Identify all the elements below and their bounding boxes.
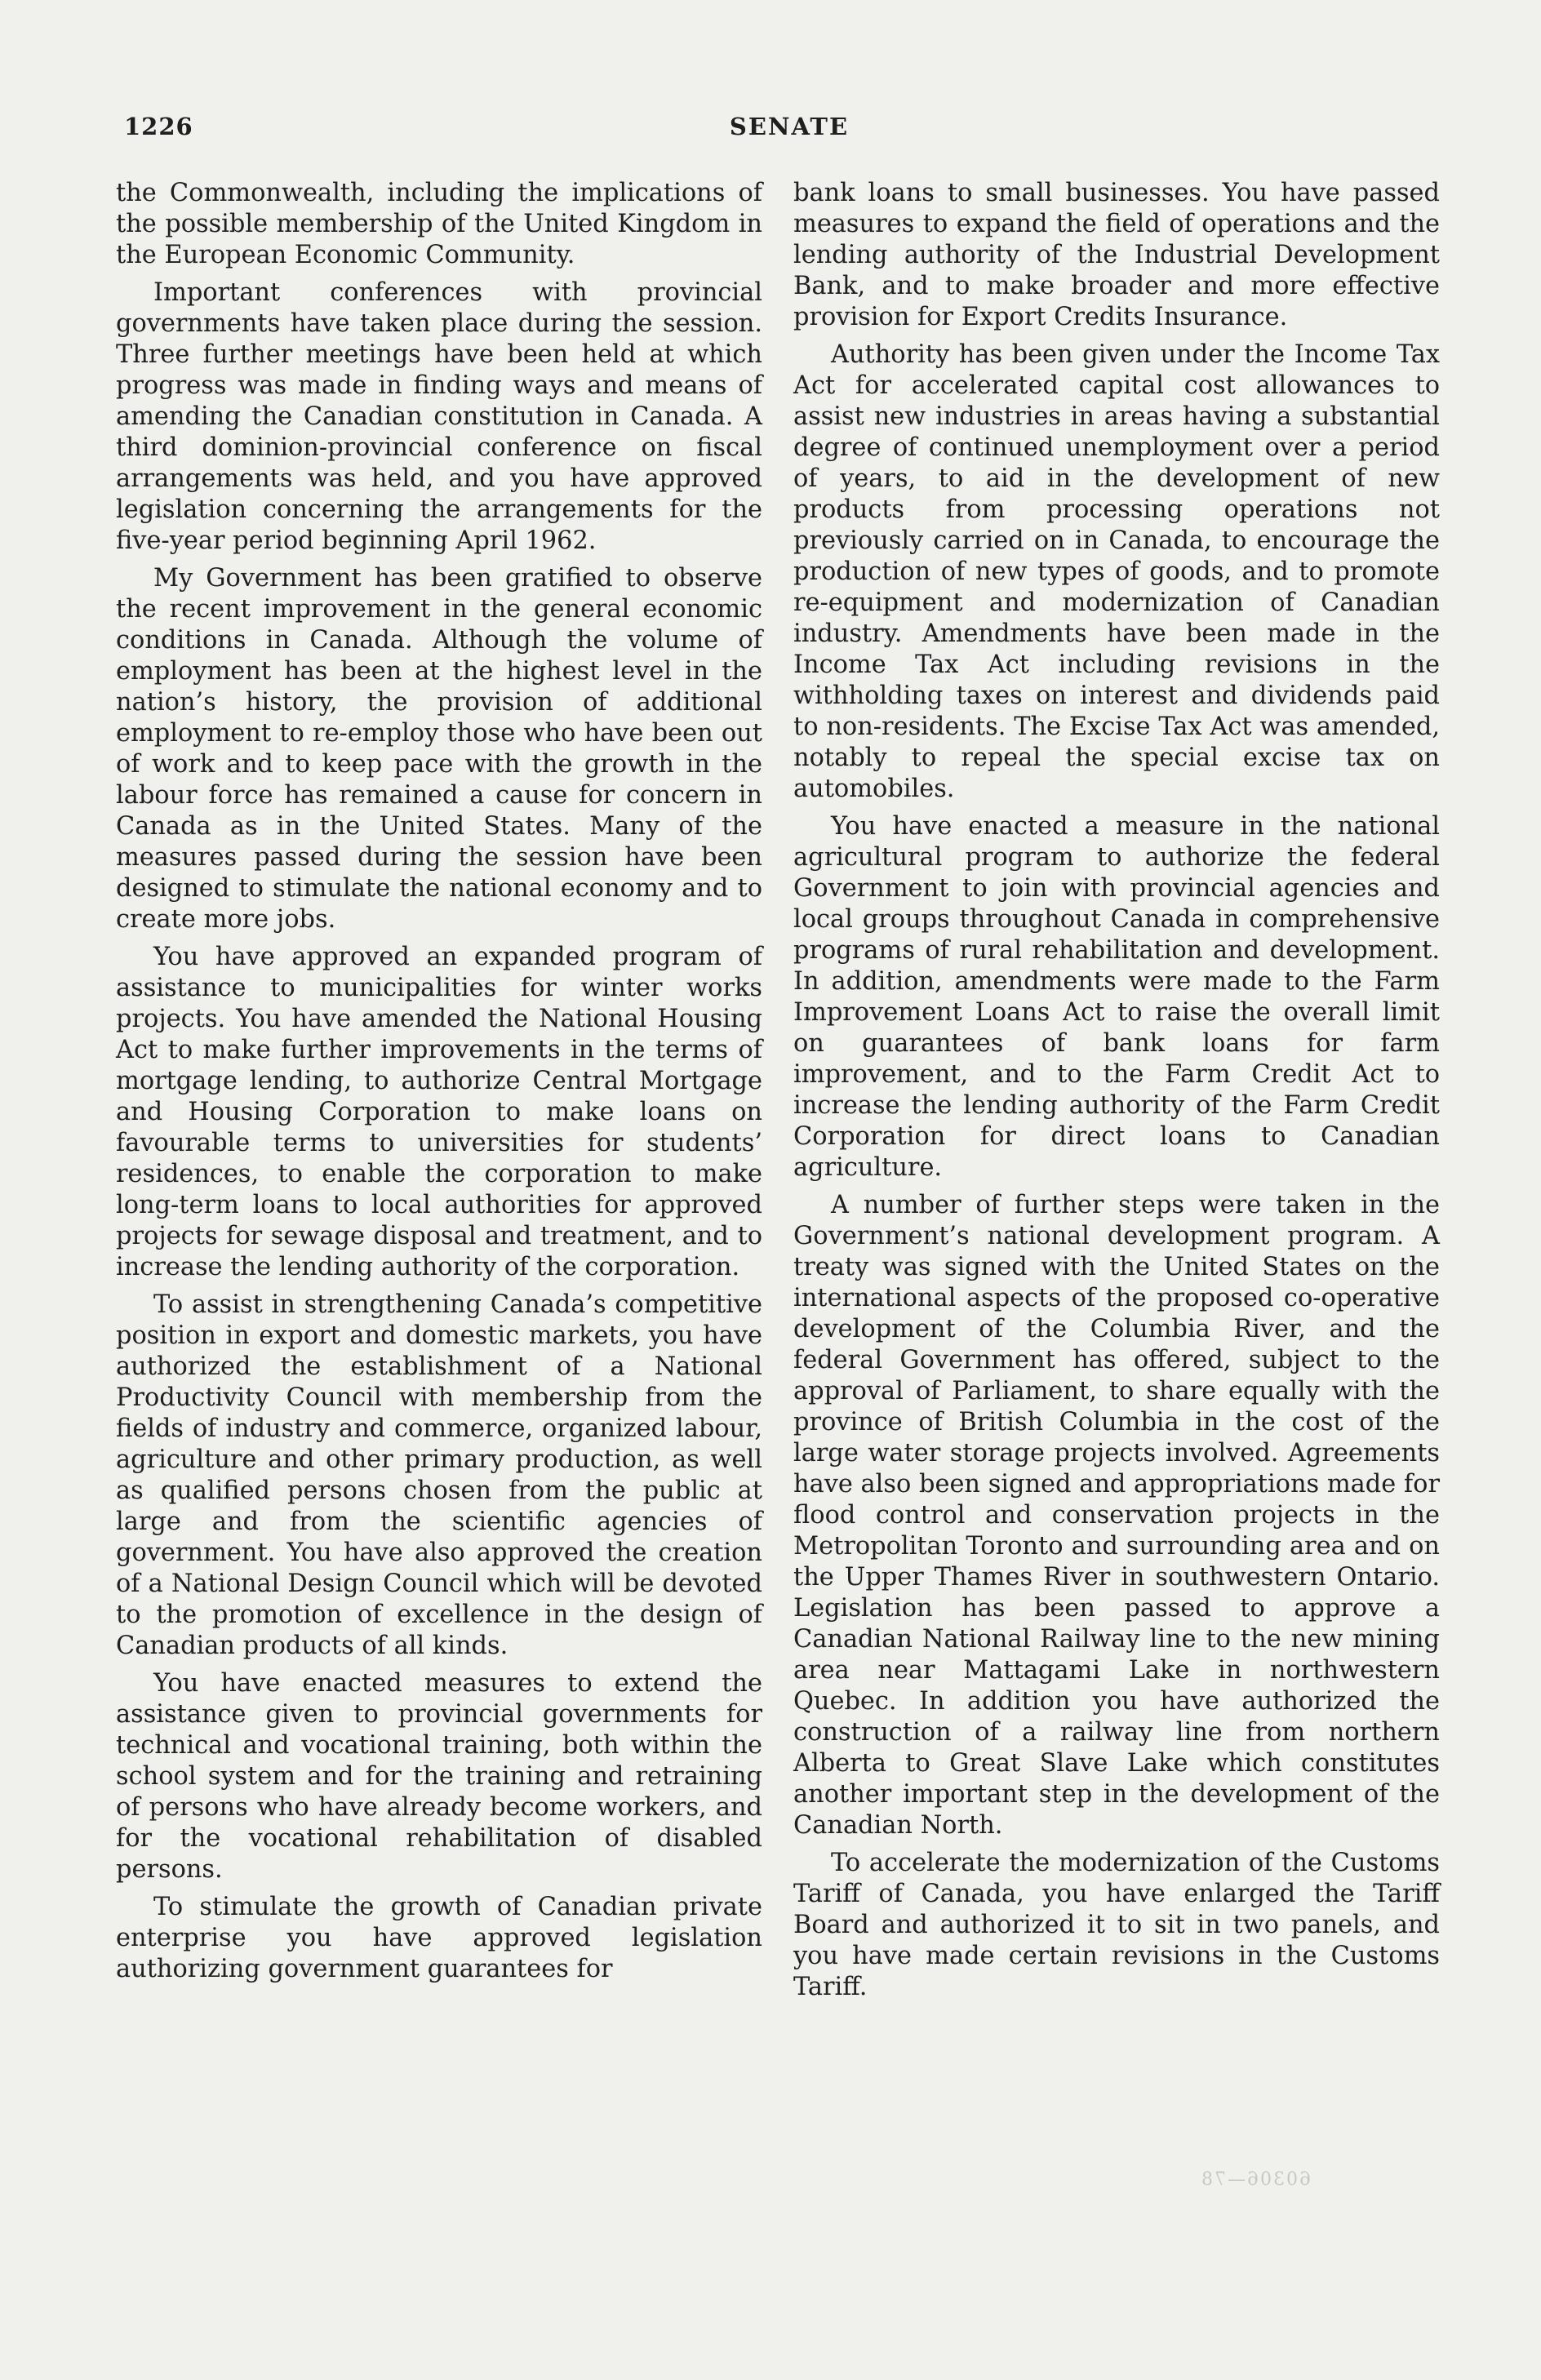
paragraph: You have enacted measures to extend the assistance given to provincial governments for technical and vocational training, both within the school system and for the training and retraining of persons who have already become workers, and for the vocational rehabilitation of disabled persons. <box>116 1669 762 1884</box>
paragraph: Important conferences with provincial governments have taken place during the session. Three further meetings have been held at which progress was made in finding ways and means of amending the Canadian constitution in Canada. A third dominion-provincial conference on fiscal arrangements was held, and you have approved legislation concerning the arrangements for the five-year period beginning April 1962. <box>116 278 762 555</box>
page-number: 1226 <box>124 113 193 140</box>
bleed-through-text: 60306—78 <box>1200 2169 1311 2190</box>
paragraph: To accelerate the modernization of the Customs Tariff of Canada, you have enlarged the Tariff Board and authorized it to sit in two panels, and you have made certain revisions in the Customs Tariff. <box>793 1849 1440 2001</box>
paragraph: the Commonwealth, including the implications of the possible membership of the United Kingdom in the European Economic Community. <box>116 179 762 269</box>
paragraph: bank loans to small businesses. You have passed measures to expand the field of operations and the lending authority of the Industrial Development Bank, and to make broader and more effective provision for Export Credits Insurance. <box>793 179 1440 331</box>
left-column <box>116 178 762 1991</box>
paragraph: A number of further steps were taken in the Government’s national development program. A treaty was signed with the United States on the international aspects of the proposed co-operative development of the Columbia River, and the federal Government has offered, subject to the approval of Parliament, to share equally with the province of British Columbia in the cost of the large water storage projects involved. Agreements have also been signed and appropriations made for flood control and conservation projects in the Metropolitan Toronto and surrounding area and on the Upper Thames River in southwestern Ontario. Legislation has been passed to approve a Canadian National Railway line to the new mining area near Mattagami Lake in northwestern Quebec. In addition you have authorized the construction of a railway line from northern Alberta to Great Slave Lake which constitutes another important step in the development of the Canadian North. <box>793 1191 1440 1840</box>
paragraph: To stimulate the growth of Canadian private enterprise you have approved legislation authorizing government guarantees for <box>116 1893 762 1983</box>
paragraph: My Government has been gratified to observe the recent improvement in the general economic conditions in Canada. Although the volume of employment has been at the highest level in the nation’s history, the provision of additional employment to re-employ those who have been out of work and to keep pace with the growth in the labour force has remained a cause for concern in Canada as in the United States. Many of the measures passed during the session have been designed to stimulate the national economy and to create more jobs. <box>116 564 762 934</box>
paragraph: Authority has been given under the Income Tax Act for accelerated capital cost allowances to assist new industries in areas having a substantial degree of continued unemployment over a period of years, to aid in the development of new products from processing operations not previously carried on in Canada, to encourage the production of new types of goods, and to promote re-equipment and modernization of Canadian industry. Amendments have been made in the Income Tax Act including revisions in the withholding taxes on interest and dividends paid to non-residents. The Excise Tax Act was amended, notably to repeal the special excise tax on automobiles. <box>793 340 1440 803</box>
paragraph: To assist in strengthening Canada’s competitive position in export and domestic markets, you have authorized the establishment of a National Productivity Council with membership from the fields of industry and commerce, organized labour, agriculture and other primary production, as well as qualified persons chosen from the public at large and from the scientific agencies of government. You have also approved the creation of a National Design Council which will be devoted to the promotion of excellence in the design of Canadian products of all kinds. <box>116 1290 762 1660</box>
paragraph: You have enacted a measure in the national agricultural program to authorize the federal Government to join with provincial agencies and local groups throughout Canada in comprehensive programs of rural rehabilitation and development. In addition, amendments were made to the Farm Improvement Loans Act to raise the overall limit on guarantees of bank loans for farm improvement, and to the Farm Credit Act to increase the lending authority of the Farm Credit Corporation for direct loans to Canadian agriculture. <box>793 812 1440 1182</box>
section-title: SENATE <box>729 113 850 140</box>
page-header <box>124 113 1454 145</box>
paragraph: You have approved an expanded program of assistance to municipalities for winter works projects. You have amended the National Housing Act to make further improvements in the terms of mortgage lending, to authorize Central Mortgage and Housing Corporation to make loans on favourable terms to universities for students’ residences, to enable the corporation to make long-term loans to local authorities for approved projects for sewage disposal and treatment, and to increase the lending authority of the corporation. <box>116 943 762 1281</box>
right-column <box>793 178 1440 2009</box>
